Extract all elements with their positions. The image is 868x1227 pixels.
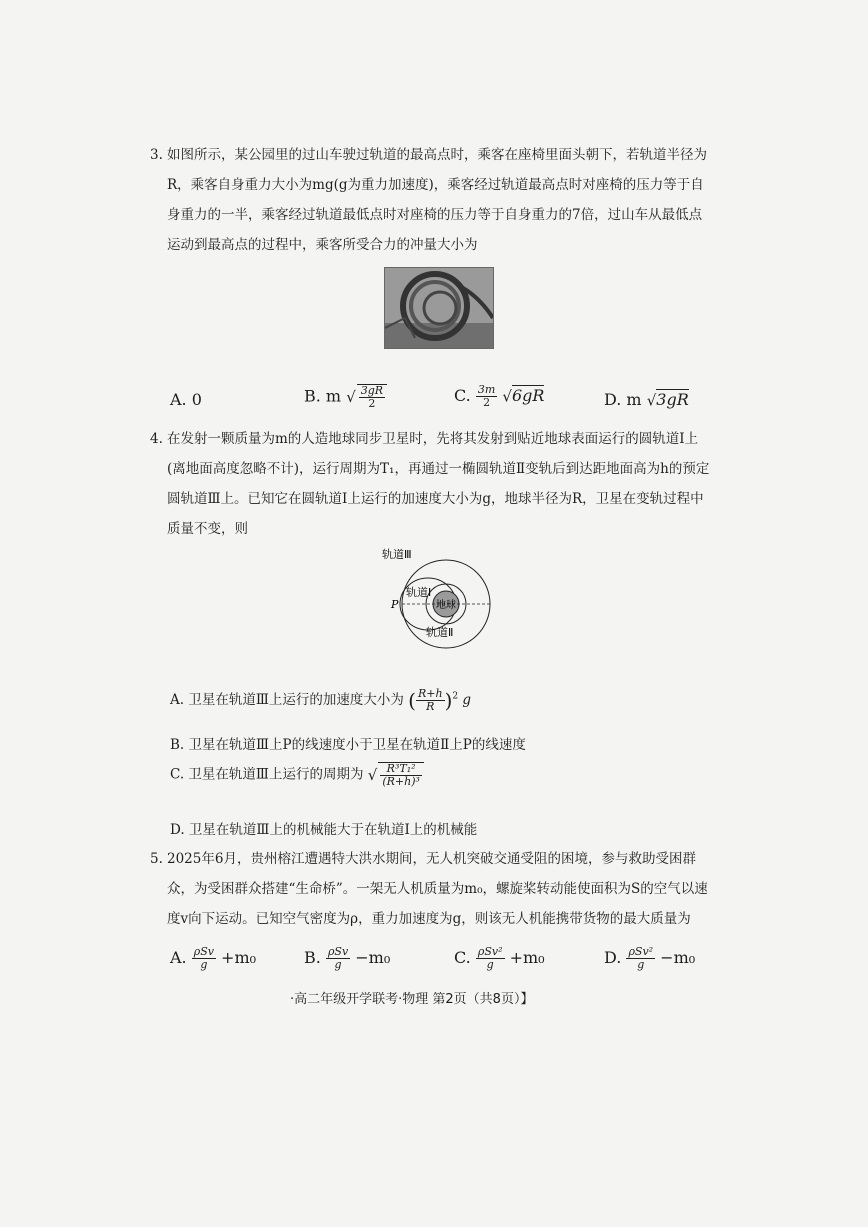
option-tail: g <box>462 692 472 708</box>
question-3 <box>150 140 710 260</box>
fraction-denominator: (R+h)³ <box>382 775 420 788</box>
option-label: C. <box>454 386 471 405</box>
question-text: 2025年6月，贵州榕江遭遇特大洪水期间，无人机突破交通受阻的困境，参与救助受困群众，为受困群众搭建“生命桥”。一架无人机质量为m₀，螺旋桨转动能使面积为S的空气以速度v向下运动。已知空气密度为ρ，重力加速度为g，则该无人机能携带货物的最大质量为 <box>167 851 708 927</box>
option-tail: +m₀ <box>509 948 545 967</box>
option-label: C. <box>454 948 471 967</box>
option-tail: −m₀ <box>660 948 696 967</box>
fraction-numerator: ρSv <box>193 945 214 958</box>
fraction-numerator: ρSv² <box>628 945 654 958</box>
question-number: 5. <box>150 851 163 867</box>
fraction-denominator: 2 <box>483 396 491 409</box>
fraction-numerator: ρSv <box>327 945 349 958</box>
roller-coaster-image <box>385 268 493 348</box>
question-number: 4. <box>150 431 163 447</box>
option-text: C. 卫星在轨道Ⅲ上运行的周期为 <box>170 766 364 783</box>
fraction-numerator: 3gR <box>360 384 384 397</box>
q5-option-b <box>304 946 390 971</box>
radicand: 3gR <box>656 390 689 409</box>
fraction-denominator: g <box>200 958 208 971</box>
fraction-numerator: R+h <box>417 687 443 700</box>
option-label: A. <box>170 948 187 967</box>
fraction-numerator: ρSv² <box>477 945 503 958</box>
question-number: 3. <box>150 147 163 163</box>
fraction-denominator: g <box>637 958 645 971</box>
option-text: A. 卫星在轨道Ⅲ上运行的加速度大小为 <box>170 692 404 708</box>
q3-option-d: D. m √3gR <box>604 390 689 410</box>
question-text: 如图所示，某公园里的过山车驶过轨道的最高点时，乘客在座椅里面头朝下，若轨道半径为R，乘客自身重力大小为mg(g为重力加速度)，乘客经过轨道最高点时对座椅的压力等于自身重力的一半，乘客经过轨道最低点时对座椅的压力等于自身重力的7倍，过山车从最低点运动到最高点的过程中，乘客所受合力的冲量大小为 <box>167 147 707 253</box>
label-orbit-2: 轨道Ⅱ <box>426 626 454 639</box>
fraction-denominator: g <box>334 958 342 971</box>
option-tail: +m₀ <box>221 948 257 967</box>
fraction-denominator: 2 <box>368 397 376 410</box>
q4-option-a: A. 卫星在轨道Ⅲ上运行的加速度大小为 ( $\frac{R+h}{R}$ )$^2$ g <box>170 687 472 713</box>
option-label: B. m <box>304 386 342 406</box>
label-orbit-1: 轨道Ⅰ <box>406 586 432 599</box>
q4-option-b: B. 卫星在轨道Ⅲ上P的线速度小于卫星在轨道Ⅱ上P的线速度 <box>170 737 526 753</box>
fraction-numerator: R³T₁² <box>380 763 422 776</box>
label-earth: 地球 <box>436 600 456 611</box>
fraction-denominator: R <box>426 700 435 713</box>
fraction-numerator: 3m <box>477 383 496 396</box>
option-label: D. m <box>604 390 642 409</box>
orbit-diagram <box>372 548 512 668</box>
radicand: 6gR <box>511 386 545 405</box>
q3-option-c: C. $\frac{3m}{2}$ √6gR <box>454 383 545 409</box>
option-label: D. <box>604 948 622 967</box>
q3-option-b: B. m √ $\frac{3gR}{2}$ <box>304 384 387 410</box>
option-label: B. <box>304 948 321 967</box>
orbit-figure <box>372 548 512 668</box>
question-4 <box>150 424 710 544</box>
q4-option-d: D. 卫星在轨道Ⅲ上的机械能大于在轨道Ⅰ上的机械能 <box>170 822 478 838</box>
page-footer: ·高二年级开学联考·物理 第2页（共8页）】 <box>290 992 534 1007</box>
question-text: 在发射一颗质量为m的人造地球同步卫星时，先将其发射到贴近地球表面运行的圆轨道Ⅰ上(离地面高度忽略不计)，运行周期为T₁，再通过一椭圆轨道Ⅱ变轨后到达距地面高为h的预定圆轨道Ⅲ上。已知它在圆轨道Ⅰ上运行的加速度大小为g，地球半径为R，卫星在变轨过程中质量不变，则 <box>167 431 710 537</box>
q5-option-d <box>604 946 695 971</box>
q4-option-c: C. 卫星在轨道Ⅲ上运行的周期为 √ $\frac{\text{R³T₁²}}{\text{(R+h)³}}$ <box>170 762 424 788</box>
roller-coaster-photo <box>384 267 494 349</box>
q5-option-c <box>454 946 545 971</box>
exponent: 2 <box>452 691 459 702</box>
q5-option-a <box>170 946 256 971</box>
label-point-p: P <box>391 598 399 611</box>
fraction-denominator: g <box>486 958 494 971</box>
label-orbit-3: 轨道Ⅲ <box>382 548 412 561</box>
question-5 <box>150 844 710 934</box>
q3-option-a: A. 0 <box>170 390 202 409</box>
option-tail: −m₀ <box>355 948 391 967</box>
